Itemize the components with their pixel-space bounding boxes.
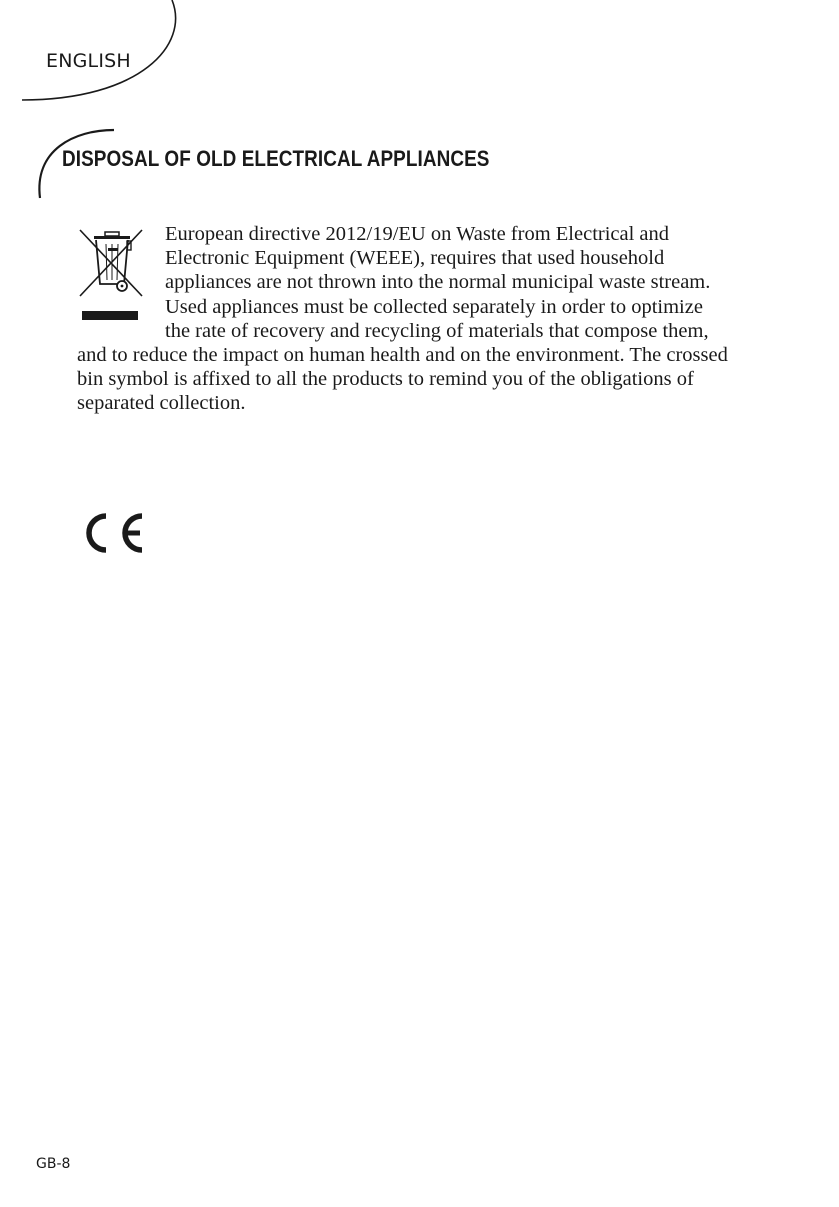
paragraph-line: Used appliances must be collected separately in order to optimize	[165, 295, 703, 318]
paragraph-line: bin symbol is affixed to all the products to remind you of the obligations of	[77, 368, 694, 391]
language-label: ENGLISH	[46, 50, 131, 72]
page-number: GB-8	[36, 1156, 71, 1172]
ce-mark-icon	[78, 511, 148, 555]
paragraph-line: appliances are not thrown into the normal municipal waste stream.	[165, 271, 711, 294]
paragraph-line: European directive 2012/19/EU on Waste from Electrical and	[165, 223, 670, 245]
paragraph-line: separated collection.	[77, 392, 246, 415]
paragraph-line: Electronic Equipment (WEEE), requires that used household	[165, 247, 665, 270]
paragraph-line: the rate of recovery and recycling of materials that compose them,	[165, 319, 709, 342]
paragraph-line: and to reduce the impact on human health and on the environment. The crossed	[77, 344, 728, 367]
disposal-paragraph	[77, 222, 777, 416]
section-title: DISPOSAL OF OLD ELECTRICAL APPLIANCES	[62, 146, 490, 171]
